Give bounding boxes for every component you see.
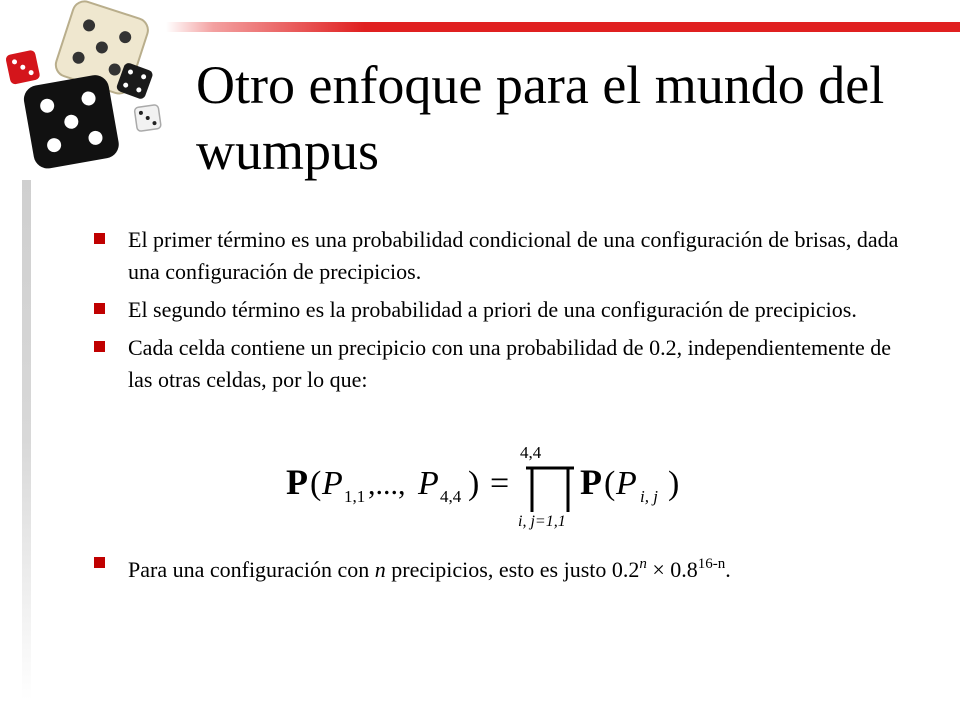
slide-title: Otro enfoque para el mundo del wumpus — [196, 55, 885, 181]
red-die — [5, 49, 41, 85]
black-die — [22, 73, 121, 171]
formula-lhs-open: ( — [310, 465, 322, 502]
probability-formula — [284, 440, 704, 530]
formula-prod-upper: 4,4 — [520, 443, 542, 462]
bullet-item — [90, 332, 910, 396]
bullet-square-icon — [94, 233, 105, 244]
formula-prod-lower: i, j=1,1 — [518, 513, 566, 530]
formula-lhs-sub1: 1,1 — [344, 487, 366, 506]
exponent-16-n: 16-n — [697, 556, 726, 572]
formula-rhs-sub: i, j — [640, 487, 658, 506]
formula-lhs-var1: P — [322, 465, 343, 502]
formula-lhs-var2: P — [418, 465, 439, 502]
left-accent-rule — [22, 180, 31, 700]
formula-rhs-func: P — [580, 462, 602, 502]
formula-rhs-var: P — [616, 465, 637, 502]
formula-lhs-func: P — [286, 462, 308, 502]
bullet-text-end: . — [725, 557, 731, 582]
formula-lhs-dots: ,..., — [368, 468, 406, 501]
bullet-text: Cada celda contiene un precipicio con una probabilidad de 0.2, independientemente de las otras celdas, por lo que: — [128, 335, 891, 392]
bullet-row — [90, 548, 910, 586]
formula-lhs-close: ) — [468, 465, 480, 502]
small-white-die — [134, 104, 161, 131]
bullet-text-times: × 0.8 — [646, 557, 698, 582]
bullet-item — [90, 224, 910, 288]
formula-rhs-open: ( — [604, 465, 616, 502]
bullet-var-n: n — [374, 557, 386, 582]
bullet-item — [90, 294, 910, 326]
top-accent-rule — [166, 22, 960, 32]
formula-rhs-close: ) — [668, 465, 680, 502]
bullet-text-middle: precipicios, esto es justo 0.2 — [385, 557, 640, 582]
bullet-text: El primer término es una probabilidad condicional de una configuración de brisas, dada una configuración de precipicios. — [128, 227, 899, 284]
bullet-square-icon — [94, 557, 105, 568]
bullet-square-icon — [94, 341, 105, 352]
bullet-text: El segundo término es la probabilidad a priori de una configuración de precipicios. — [128, 297, 857, 322]
bullet-text-prefix: Para una configuración con — [128, 557, 375, 582]
dice-image — [0, 0, 170, 180]
bullet-square-icon — [94, 303, 105, 314]
exponent-n — [639, 556, 647, 572]
exponent-n-var: n — [639, 556, 647, 572]
formula-equals: = — [490, 465, 510, 502]
formula-lhs-sub2: 4,4 — [440, 487, 462, 506]
product-symbol-icon — [526, 468, 574, 512]
bullet-list — [90, 224, 910, 402]
bullet-item — [90, 548, 910, 592]
